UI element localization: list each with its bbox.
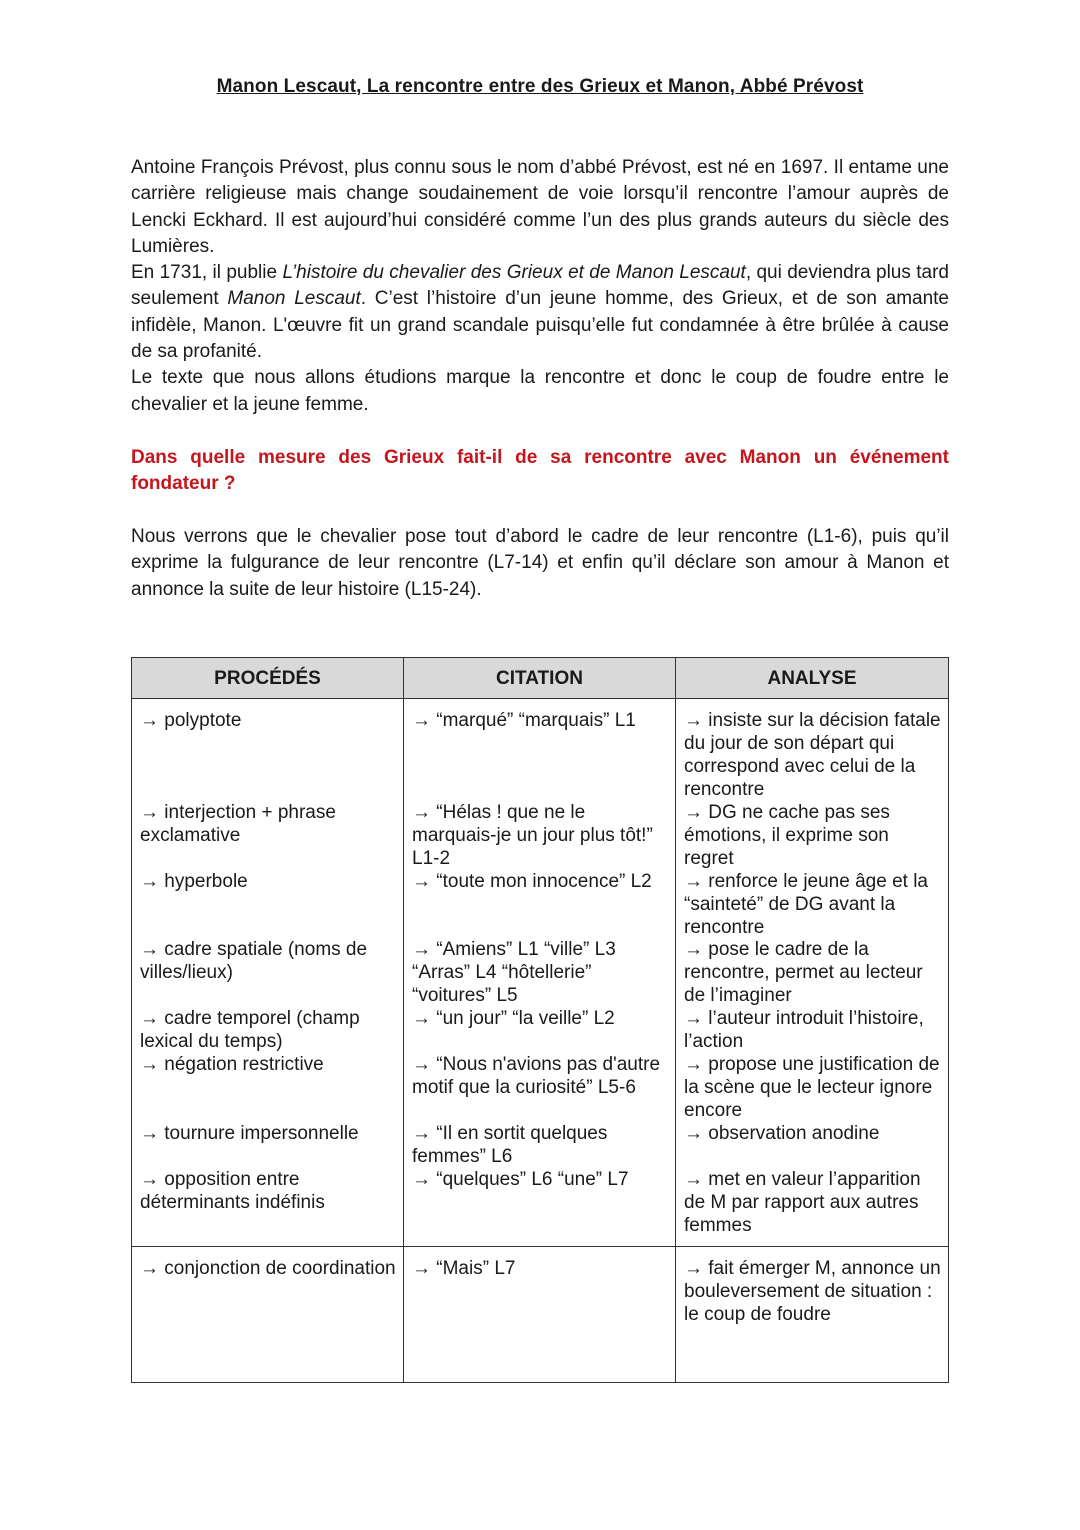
table-row <box>132 699 949 1247</box>
intro-paragraph-1: Antoine François Prévost, plus connu sous le nom d’abbé Prévost, est né en 1697. Il entame une carrière religieuse mais change soudainement de voie lorsqu’il rencontre l’amour auprès de Lencki Eckhard. Il est aujourd’hui considéré comme l’un des plus grands auteurs du siècle des Lumières. <box>131 157 949 257</box>
problematique <box>131 445 949 498</box>
citations-cell <box>404 699 676 1247</box>
analyse-item: → fait émerger M, annonce un bouleversement de situation : le coup de foudre <box>684 1258 941 1325</box>
plan-text: Nous verrons que le chevalier pose tout d’abord le cadre de leur rencontre (L1-6), puis qu’il exprime la fulgurance de leur rencontre (L7-14) et enfin qu’il déclare son amour à Manon et annonce la suite de leur histoire (L15-24). <box>131 526 949 600</box>
citation-item: → “Nous n'avions pas d'autre motif que la curiosité” L5-6 <box>412 1054 661 1098</box>
analyses-cell <box>676 699 949 1247</box>
procede-item: → hyperbole <box>140 871 248 892</box>
header-procedes: PROCÉDÉS <box>132 658 404 699</box>
analyse-item: → pose le cadre de la rencontre, permet au lecteur de l’imaginer <box>684 939 923 1006</box>
procedes-cell <box>132 1247 404 1383</box>
intro-p2-text-c: , qui deviendra plus tard seulement <box>131 262 949 310</box>
procede-item: → interjection + phrase exclamative <box>140 802 336 846</box>
intro-p2-text-a: En 1731, il publie <box>131 262 283 284</box>
analyse-item: → observation anodine <box>684 1123 880 1144</box>
citation-item: → “Amiens” L1 “ville” L3 “Arras” L4 “hôtellerie” “voitures” L5 <box>412 939 616 1006</box>
citations-cell <box>404 1247 676 1383</box>
citation-item: → “Mais” L7 <box>412 1258 516 1279</box>
plan-annonce <box>131 524 949 603</box>
analyse-item: → met en valeur l’apparition de M par rapport aux autres femmes <box>684 1169 921 1236</box>
citation-item: → “toute mon innocence” L2 <box>412 871 652 892</box>
title-text: Manon Lescaut, La rencontre entre des Grieux et Manon, Abbé Prévost <box>216 76 864 97</box>
analysis-table <box>131 657 949 1383</box>
citation-item: → “quelques” L6 “une” L7 <box>412 1169 629 1190</box>
citation-item: → “marqué” “marquais” L1 <box>412 710 636 731</box>
intro-paragraph-2 <box>131 260 949 365</box>
procedes-cell <box>132 699 404 1247</box>
procede-item: → polyptote <box>140 710 242 731</box>
header-analyse: ANALYSE <box>676 658 949 699</box>
procede-item: → négation restrictive <box>140 1054 324 1075</box>
intro-p2-text-e: . C’est l’histoire d’un jeune homme, des Grieux, et de son amante infidèle, Manon. L'œuvre fit un grand scandale puisqu’elle fut condamnée à être brûlée à cause de sa profanité. <box>131 288 949 363</box>
introduction <box>131 155 949 418</box>
analyse-item: → DG ne cache pas ses émotions, il exprime son regret <box>684 802 890 869</box>
citation-item: → “un jour” “la veille” L2 <box>412 1008 615 1029</box>
procede-item: → cadre spatiale (noms de villes/lieux) <box>140 939 368 983</box>
intro-p2-short-title: Manon Lescaut <box>227 288 361 310</box>
problematique-text: Dans quelle mesure des Grieux fait-il de sa rencontre avec Manon un événement fondateur ? <box>131 447 949 495</box>
intro-p2-book-title: L’histoire du chevalier des Grieux et de Manon Lescaut <box>282 262 746 284</box>
analyse-item: → l’auteur introduit l’histoire, l’action <box>684 1008 924 1052</box>
analyse-item: → propose une justification de la scène que le lecteur ignore encore <box>684 1054 940 1121</box>
analyses-cell <box>676 1247 949 1383</box>
analyse-item: → insiste sur la décision fatale du jour de son départ qui correspond avec celui de la rencontre <box>684 710 941 800</box>
table-header-row <box>132 658 949 699</box>
procede-item: → tournure impersonnelle <box>140 1123 359 1144</box>
procede-item: → conjonction de coordination <box>140 1258 396 1279</box>
intro-paragraph-3: Le texte que nous allons étudions marque la rencontre et donc le coup de foudre entre le chevalier et la jeune femme. <box>131 367 949 415</box>
analyse-item: → renforce le jeune âge et la “sainteté” de DG avant la rencontre <box>684 871 928 938</box>
table-row <box>132 1247 949 1383</box>
citation-item: → “Hélas ! que ne le marquais-je un jour plus tôt!” L1-2 <box>412 802 653 869</box>
document-title <box>0 76 1080 98</box>
citation-item: → “Il en sortit quelques femmes” L6 <box>412 1123 608 1167</box>
procede-item: → cadre temporel (champ lexical du temps) <box>140 1008 360 1052</box>
header-citation: CITATION <box>404 658 676 699</box>
procede-item: → opposition entre déterminants indéfinis <box>140 1169 325 1213</box>
